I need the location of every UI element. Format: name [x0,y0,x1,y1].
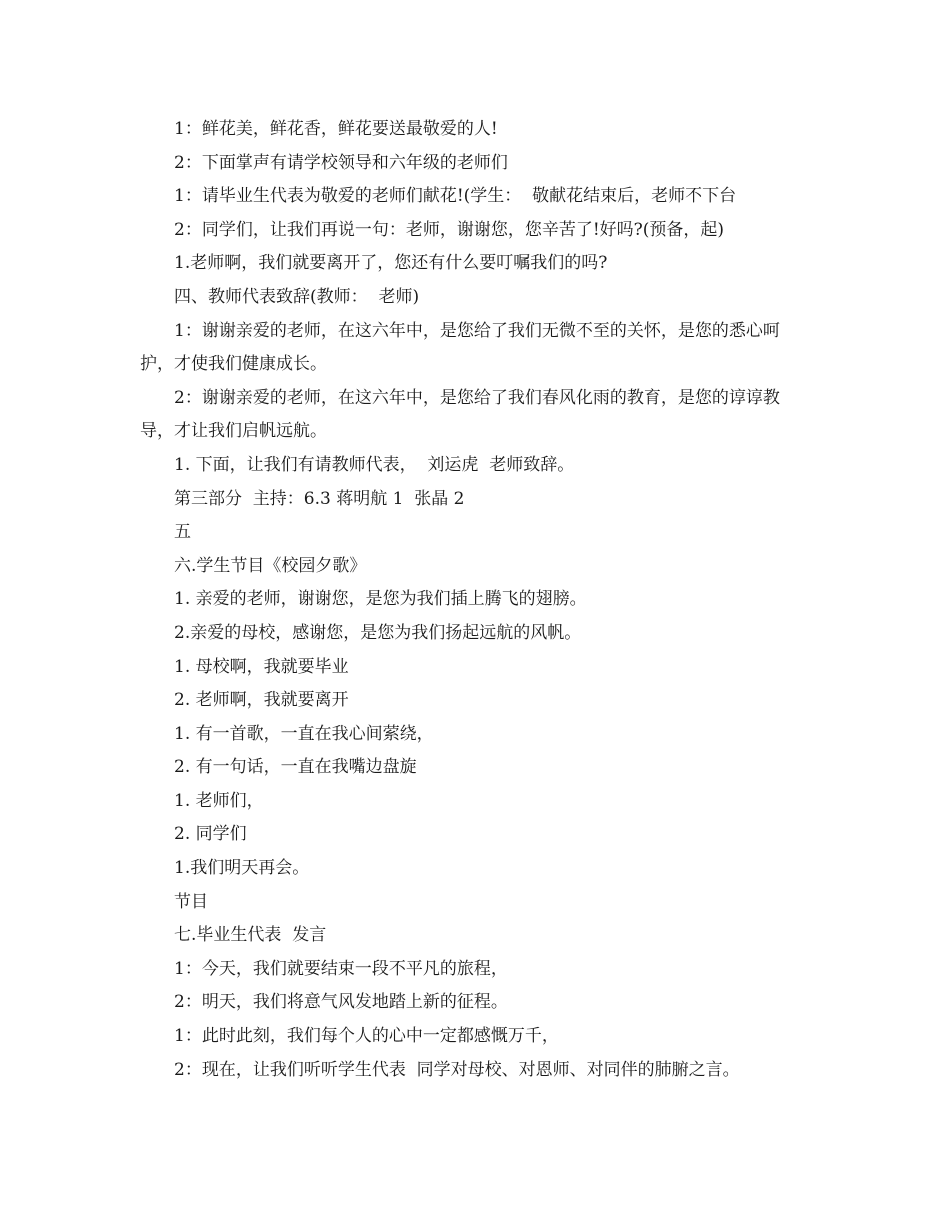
paragraph-24: 1：今天，我们就要结束一段不平凡的旅程， [174,958,508,979]
paragraph-15: 1. 母校啊，我就要毕业 [174,656,349,677]
paragraph-19: 1. 老师们， [174,790,264,811]
section-heading-graduate-speech: 七.毕业生代表 发言 [174,925,327,946]
paragraph-18: 2. 有一句话，一直在我嘴边盘旋 [174,757,417,778]
paragraph-3: 1：请毕业生代表为敬爱的老师们献花!(学生： 敬献花结束后，老师不下台 [174,186,737,207]
paragraph-16: 2. 老师啊，我就要离开 [174,690,349,711]
paragraph-27: 2：现在，让我们听听学生代表 同学对母校、对恩师、对同伴的肺腑之言。 [174,1059,740,1080]
paragraph-13: 1. 亲爱的老师，谢谢您，是您为我们插上腾飞的翅膀。 [174,589,587,610]
paragraph-2: 2：下面掌声有请学校领导和六年级的老师们 [174,152,508,173]
paragraph-17: 1. 有一首歌，一直在我心间萦绕， [174,723,434,744]
paragraph-9: 1. 下面，让我们有请教师代表， 刘运虎 老师致辞。 [174,454,575,475]
paragraph-14: 2.亲爱的母校，感谢您，是您为我们扬起远航的风帆。 [174,622,582,643]
paragraph-20: 2. 同学们 [174,824,247,845]
paragraph-1: 1：鲜花美，鲜花香，鲜花要送最敬爱的人! [174,119,498,139]
paragraph-21: 1.我们明天再会。 [174,858,310,879]
section-heading-five: 五 [174,522,191,543]
section-heading-student-program: 六.学生节目《校园夕歌》 [174,555,367,576]
paragraph-5: 1.老师啊，我们就要离开了，您还有什么要叮嘱我们的吗? [174,253,608,274]
section-heading-part-three: 第三部分 主持：6.3 蒋明航 1 张晶 2 [174,488,465,509]
document-body [140,113,812,1087]
paragraph-7: 1：谢谢亲爱的老师，在这六年中，是您给了我们无微不至的关怀，是您的悉心呵护，才使我们健康成长。 [140,320,780,375]
section-heading-program: 节目 [174,891,208,912]
paragraph-8: 2：谢谢亲爱的老师，在这六年中，是您给了我们春风化雨的教育，是您的谆谆教导，才让我们启帆远航。 [140,387,780,442]
paragraph-25: 2：明天，我们将意气风发地踏上新的征程。 [174,992,508,1013]
section-heading-teacher-speech: 四、教师代表致辞(教师： 老师) [174,286,420,307]
paragraph-4: 2：同学们，让我们再说一句：老师，谢谢您，您辛苦了!好吗?(预备，起) [174,219,725,240]
paragraph-26: 1：此时此刻，我们每个人的心中一定都感慨万千， [174,1026,559,1047]
